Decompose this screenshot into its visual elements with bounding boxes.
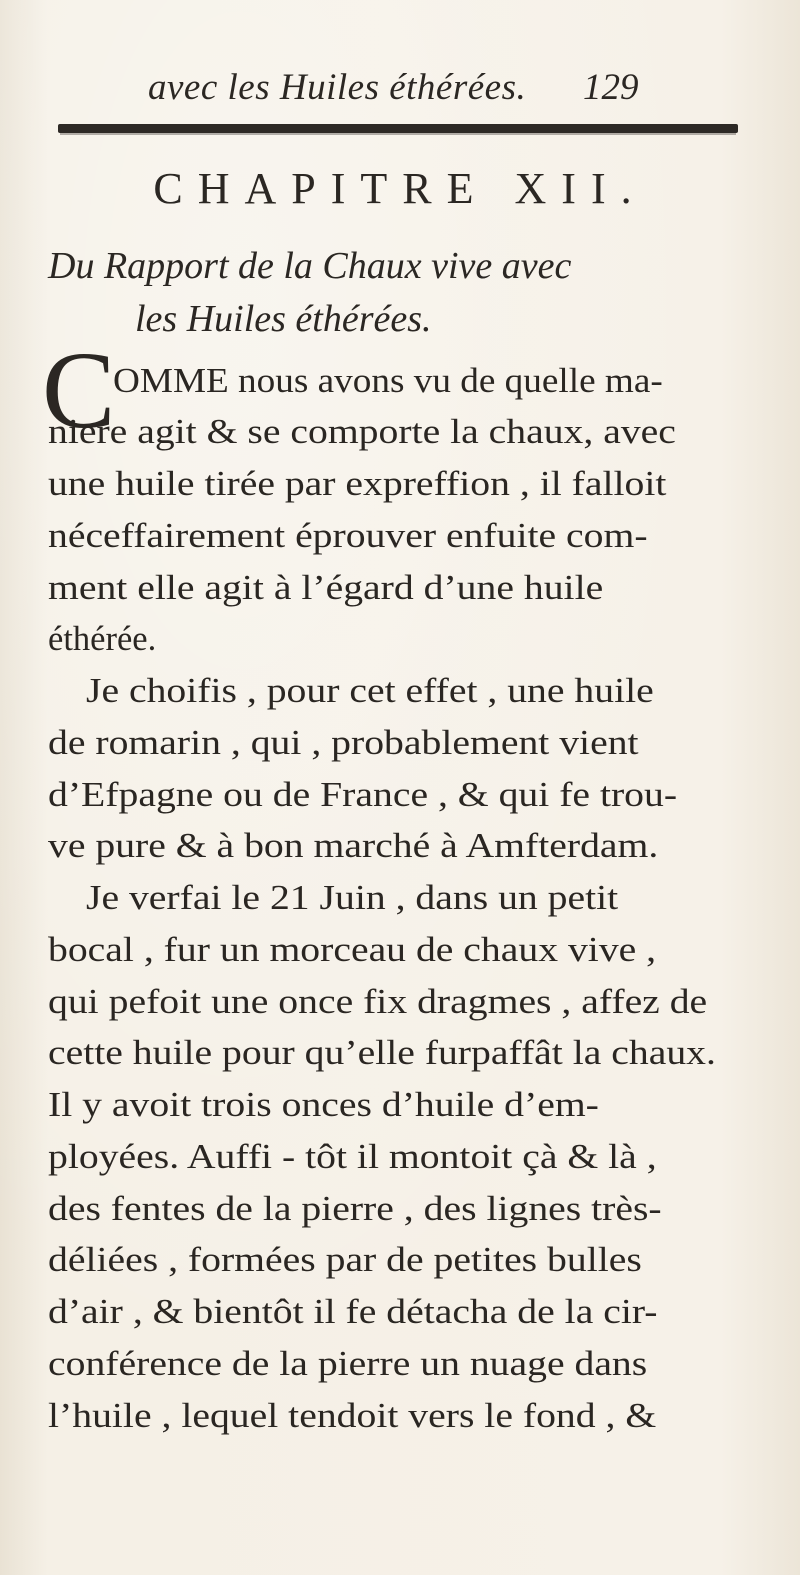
text-line: Je verfai le 21 Juin , dans un petit (86, 879, 619, 917)
drop-cap: C (42, 329, 116, 451)
text-line: qui pefoit une once fix dragmes , affez de (48, 983, 708, 1021)
chapter-heading: CHAPITRE XII. (153, 164, 647, 213)
text-line: conférence de la pierre un nuage dans (48, 1345, 648, 1383)
text-line: ment elle agit à l’égard d’une huile (48, 569, 604, 607)
text-line: éthérée. (48, 620, 157, 658)
text-line: ve pure & à bon marché à Amfterdam. (48, 827, 659, 865)
text-line: bocal , fur un morceau de chaux vive , (48, 931, 657, 969)
text-line: Je choifis , pour cet effet , une huile (86, 672, 654, 710)
text-line: cette huile pour qu’elle furpaffât la chaux. (48, 1034, 716, 1072)
ornamental-rule (58, 124, 738, 133)
text-line: d’Efpagne ou de France , & qui fe trou- (48, 776, 678, 814)
page-number: 129 (583, 67, 639, 108)
text-line: Il y avoit trois onces d’huile d’em- (48, 1086, 599, 1124)
text-line: l’huile , lequel tendoit vers le fond , & (48, 1397, 657, 1435)
text-line: niere agit & se comporte la chaux, avec (48, 413, 676, 451)
text-line: néceffairement éprouver enfuite com- (48, 517, 648, 555)
text-line: OMME nous avons vu de quelle ma- (113, 362, 663, 400)
text-line: ployées. Auffi - tôt il montoit çà & là , (48, 1138, 657, 1176)
text-line: d’air , & bientôt il fe détacha de la cir- (48, 1293, 658, 1331)
text-line: une huile tirée par expreffion , il falloit (48, 465, 667, 503)
text-line: de romarin , qui , probablement vient (48, 724, 639, 762)
chapter-subtitle-line-2: les Huiles éthérées. (135, 298, 432, 340)
text-line: des fentes de la pierre , des lignes très- (48, 1190, 662, 1228)
running-head: avec les Huiles éthérées. (148, 67, 527, 108)
chapter-subtitle-line-1: Du Rapport de la Chaux vive avec (48, 245, 572, 287)
text-line: déliées , formées par de petites bulles (48, 1241, 642, 1279)
